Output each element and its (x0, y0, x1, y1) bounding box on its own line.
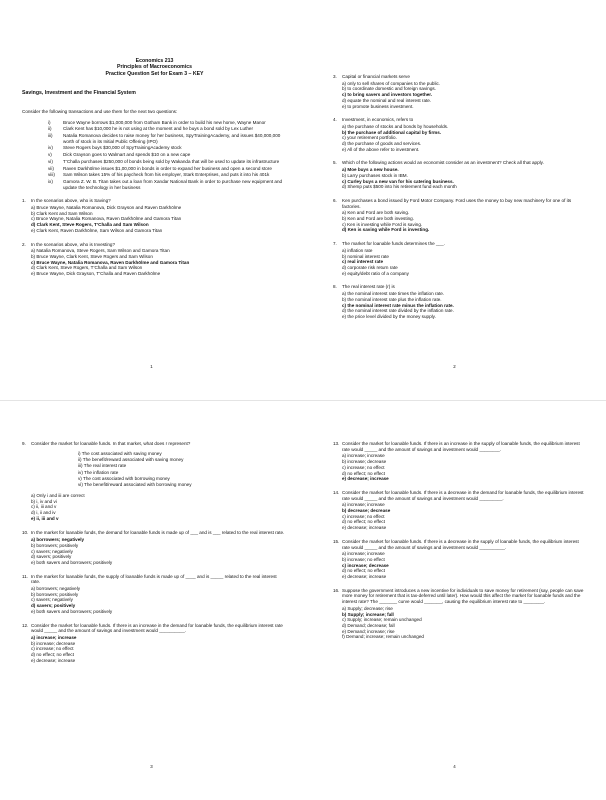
question-text: Consider the market for loanable funds. If there is a decrease in the demand for loanable funds, the equilibrium interest rate would _____ and the amount of savings and investment would _________. (342, 489, 584, 501)
transaction-list (48, 120, 287, 191)
answer-option: d) i, ii and iv (31, 510, 56, 515)
question-3 (333, 74, 580, 109)
roman-item: iii) The real interest rate (78, 463, 127, 469)
answer-option: e) both savers and borrowers; positively (31, 559, 113, 565)
question-11 (22, 574, 287, 615)
answer-option: c) your retirement portfolio. (342, 135, 397, 141)
question-number: 11. (22, 573, 29, 579)
question-text: Consider the market for loanable funds. If there is an increase in the demand for loanable funds, the equilibrium interest rate would _____ and the amount of savings and investment would __________. (31, 622, 283, 634)
answer-option: e) equity/debt ratio of a company (342, 270, 409, 276)
answer-option: b) Ken and Ford are both investing. (342, 216, 415, 222)
answer-option-correct: a) Moe buys a new house. (342, 167, 399, 173)
answer-option-correct: b) the purchase of additional capital by firms. (342, 129, 442, 135)
answer-options (342, 81, 580, 110)
question-number: 14. (333, 489, 340, 495)
answer-option-correct: e) decrease; increase (342, 476, 389, 482)
answer-option-correct: c) the nominal interest rate minus the inflation rate. (342, 302, 454, 308)
course-code: Economics 213 (135, 58, 174, 64)
transaction-item (48, 159, 287, 165)
answer-options (342, 124, 580, 153)
page-1 (0, 0, 303, 400)
answer-option: e) decrease; increase (342, 525, 387, 531)
question-12 (22, 623, 287, 664)
question-10 (22, 530, 287, 565)
answer-options (342, 291, 580, 320)
answer-option: d) no effect; no effect (342, 568, 385, 574)
answer-option: b) Clark Kent and Sam Wilson (31, 210, 93, 216)
transaction-marker: viii) (48, 172, 55, 178)
transaction-text: Raven Darkhölme issues $1,00,000 in bonds in order to expand her business and open a second store (63, 165, 272, 171)
question-text: The market for loanable funds determines the ___. (342, 241, 445, 247)
question-13 (333, 441, 584, 482)
question-number: 4. (333, 117, 337, 123)
question-stem (333, 539, 584, 550)
question-2 (22, 242, 287, 277)
transaction-text: Steve Rogers buys $30,000 of SpyTrainingAcademy stock (63, 145, 182, 151)
answer-options (31, 635, 287, 664)
question-stem (333, 241, 580, 247)
transaction-item (48, 152, 287, 158)
answer-option: d) no effect; no effect (342, 519, 385, 525)
answer-option: d) no effect; no effect (342, 470, 385, 476)
answer-option-correct: a) borrowers; negatively (31, 537, 85, 543)
answer-options (31, 537, 287, 566)
answer-options (31, 205, 287, 234)
answer-option: c) increase; no effect (342, 464, 385, 470)
answer-option: a) the nominal interest rate times the inflation rate. (342, 291, 445, 297)
answer-option: e) to promote business investment. (342, 103, 414, 109)
answer-option: b) borrowers; positively (31, 542, 79, 548)
roman-item: vi) The benefit/reward associated with borrowing money (78, 482, 192, 488)
answer-option: a) increase; increase (342, 453, 385, 459)
answer-options (342, 453, 584, 482)
question-6 (333, 198, 580, 233)
question-number: 15. (333, 538, 340, 544)
question-stem (333, 117, 580, 123)
answer-options (342, 502, 584, 531)
question-stem (22, 574, 287, 585)
answer-option: a) borrowers; negatively (31, 586, 81, 592)
transaction-text: Clark Kent has $10,000 he is not using at the moment and he buys a bond sold by Lex Luther (63, 126, 253, 132)
transaction-text: Natalia Romanova decides to raise money for her business, SpyTrainingAcademy, and issues $40,000,000 worth of stock in its Initial Public Offering (IPO) (63, 133, 281, 144)
answer-option: a) Only i and iii are correct (31, 492, 85, 498)
answer-option: a) increase; increase (342, 502, 385, 508)
question-group (22, 530, 287, 663)
question-stem (333, 74, 580, 80)
question-7 (333, 241, 580, 276)
answer-option: b) increase; decrease (342, 459, 387, 465)
question-number: 13. (333, 441, 340, 446)
intro-text: Consider the following transactions and use them for the next two questions: (22, 108, 178, 114)
answer-option: c) Bruce Wayne, Natalia Romanova, Raven Darkhölme and Gamora Titan (31, 216, 182, 222)
answer-option: e) decrease; increase (342, 574, 387, 580)
answer-option-correct: c) Curley buys a new van for his catering business. (342, 178, 454, 184)
transaction-marker: ix) (48, 178, 53, 184)
question-stem (333, 490, 584, 501)
answer-option-correct: b) Supply; increase; fall (342, 611, 394, 617)
answer-option: d) savers; positively (31, 554, 72, 560)
question-text: Which of the following actions would an economist consider as an investment? Check all that apply. (342, 160, 544, 166)
answer-options (31, 493, 287, 522)
question-text: Capital or financial markets serve (342, 74, 410, 79)
transaction-marker: ii) (48, 126, 52, 132)
page-number: 4 (453, 764, 456, 770)
answer-option: a) increase; increase (342, 551, 385, 557)
question-stem (333, 160, 580, 166)
question-text: Investment, in economics, refers to (342, 117, 414, 123)
answer-option: d) Clark Kent, Steve Rogers, T’Challa and Sam Wilson (31, 265, 143, 271)
question-number: 8. (333, 284, 337, 290)
question-stem (22, 242, 287, 248)
answer-options (342, 248, 580, 277)
page-3 (0, 400, 303, 800)
answer-option-correct: b) decrease; decrease (342, 508, 391, 514)
answer-option-correct: a) increase; increase (31, 634, 77, 640)
question-text: Consider the market for loanable funds. If there is a decrease in the supply of loanable funds, the equilibrium interest rate would _____ and the amount of savings and investment would __________. (342, 538, 579, 550)
roman-item: ii) The benefit/reward associated with saving money (78, 457, 184, 462)
transaction-item (48, 120, 287, 126)
question-text: Consider the market for loanable funds. If there is an increase in the supply of loanable funds, the equilibrium interest rate would _____ and the amount of savings and investment would ________. (342, 441, 580, 452)
question-text: In the market for loanable funds, the supply of loanable funds is made up of ____ and is _____ related to the real interest rate. (31, 573, 277, 585)
transaction-text: T’Challa purchases $250,000 of bonds being sold by Wakanda that will be used to update its infrastructure (63, 158, 280, 164)
roman-item: v) The cost associated with borrowing money (78, 475, 170, 481)
question-stem (333, 284, 580, 290)
page-2 (303, 0, 606, 400)
answer-option: d) equate the nominal and real interest rate. (342, 97, 432, 103)
transaction-item (48, 172, 287, 178)
question-stem (333, 198, 580, 209)
answer-option-correct: d) Clark Kent, Steve Rogers, T’Challa and Sam Wilson (31, 222, 149, 228)
answer-option: b) increase; decrease (31, 640, 76, 646)
answer-option: c) Supply; increase; remain unchanged (342, 617, 422, 623)
answer-option: d) Shemp puts $500 into his retirement fund each month (342, 184, 457, 190)
question-number: 1. (22, 198, 26, 204)
page-number: 1 (150, 364, 153, 370)
answer-options (342, 167, 580, 190)
answer-option: a) inflation rate (342, 247, 373, 253)
question-number: 12. (22, 622, 29, 628)
question-number: 10. (22, 530, 29, 536)
answer-option: e) Demand; increase; rise (342, 628, 395, 634)
question-8 (333, 284, 580, 319)
answer-option: e) both savers and borrowers; positively (31, 608, 113, 614)
question-stem (333, 588, 584, 605)
answer-option: a) the purchase of stocks and bonds by households. (342, 123, 449, 129)
transaction-item (48, 145, 287, 151)
answer-option: c) increase; no effect (31, 646, 74, 652)
transaction-text: Gamora Z. W. B. Titan takes out a loan from Xandar National Bank in order to purchase new equipment and update the technology in her business (63, 178, 283, 190)
course-name: Principles of Macroeconomics (117, 64, 192, 71)
answer-options (342, 210, 580, 233)
answer-option-correct: d) Ken is saving while Ford is investing. (342, 227, 430, 233)
question-9 (22, 441, 287, 521)
answer-option: a) only to sell shares of companies to the public. (342, 80, 441, 86)
question-number: 16. (333, 587, 340, 593)
question-text: Suppose the government introduces a new incentive for individuals to save money for retirement (say, people can save more money for retirement that is tax-deferred until later). How would this affect the market for loanable funds and the interest rate? The _______ curve would _______, causing the equilibrium interest rate to ________. (342, 587, 584, 605)
answer-options (31, 248, 287, 277)
transaction-item (48, 166, 287, 172)
transaction-item (48, 133, 287, 144)
answer-options (342, 606, 584, 640)
answer-option: a) Natalia Romanova, Steve Rogers, Sam Wilson and Gamora Titan (31, 248, 170, 254)
answer-option: e) decrease; increase (31, 657, 76, 663)
answer-option: a) Bruce Wayne, Natalia Romanova, Dick Grayson and Raven Darkhölme (31, 205, 182, 211)
answer-options (31, 586, 287, 615)
document-title (22, 58, 287, 77)
transaction-marker: vi) (48, 158, 53, 164)
answer-option: b) borrowers; positively (31, 591, 79, 597)
answer-option: d) corporate risk return rate (342, 264, 398, 270)
transaction-text: Bruce Wayne borrows $1,000,000 from Gotham Bank in order to build his new home, Wayne Manor (63, 119, 266, 125)
answer-option: b) the nominal interest rate plus the inflation rate. (342, 296, 442, 302)
question-text: The real interest rate (r) is (342, 284, 395, 290)
transaction-text: Sam Wilson takes 15% of his paycheck from his employer, Stark Enterprises, and puts it into his 401k (63, 172, 270, 178)
answer-option: c) savers; negatively (31, 548, 73, 554)
question-group (333, 441, 584, 640)
answer-option-correct: c) increase; decrease (342, 562, 389, 568)
question-number: 6. (333, 197, 337, 203)
answer-option: f) Demand; increase; remain unchanged (342, 634, 424, 640)
question-text: Ken purchases a bond issued by Ford Motor Company. Ford uses the money to buy new machinery for one of its factories. (342, 197, 572, 209)
question-stem (22, 623, 287, 634)
transaction-marker: i) (48, 119, 51, 125)
section-heading: Savings, Investment and the Financial System (22, 90, 136, 97)
question-group (22, 198, 287, 276)
answer-options (342, 551, 584, 580)
answer-option: d) the purchase of goods and services. (342, 141, 422, 147)
answer-option: b) i, iv and vi (31, 498, 57, 504)
answer-option-correct: e) ii, iii and v (31, 515, 59, 521)
answer-option: d) the nominal interest rate divided by the inflation rate. (342, 308, 454, 314)
answer-option: d) Demand; decrease; fall (342, 622, 395, 628)
answer-option: a) Supply; decrease; rise (342, 605, 393, 611)
question-text: In the scenarios above, who is Investing? (31, 241, 116, 247)
transaction-marker: iv) (48, 145, 53, 151)
roman-item: i) The cost associated with saving money (78, 450, 162, 456)
answer-option: b) Bruce Wayne, Clark Kent, Steve Rogers and Sam Wilson (31, 253, 153, 259)
question-stem (333, 441, 584, 452)
answer-option-correct: d) savers; positively (31, 603, 76, 609)
answer-option: c) increase; no effect (342, 513, 385, 519)
transaction-text: Dick Grayson goes to Walmart and spends $10 on a new cape (63, 152, 191, 158)
transaction-item (48, 126, 287, 132)
question-15 (333, 539, 584, 580)
question-text: In the market for loanable funds, the demand for loanable funds is made up of ___ and is ___ related to the real interest rate. (31, 530, 285, 536)
transaction-item (48, 179, 287, 190)
question-text: In the scenarios above, who is Saving? (31, 198, 111, 204)
question-stem (22, 441, 287, 447)
answer-option-correct: c) to bring savers and investors together. (342, 92, 433, 98)
question-16 (333, 588, 584, 640)
question-group (333, 74, 580, 320)
page-number: 3 (150, 764, 153, 770)
answer-option-correct: c) real interest rate (342, 259, 384, 265)
answer-option: e) Clark Kent, Raven Darkhölme, Sam Wilson and Gamora Titan (31, 227, 163, 233)
answer-option: e) Bruce Wayne, Dick Grayson, T’Challa and Raven Darkhölme (31, 271, 161, 277)
question-4 (333, 117, 580, 152)
answer-option: a) Ken and Ford are both saving. (342, 210, 410, 216)
answer-option: b) to coordinate domestic and foreign savings. (342, 86, 436, 92)
question-number: 5. (333, 160, 337, 166)
answer-option: e) the price level divided by the money supply. (342, 313, 436, 319)
question-stem (22, 198, 287, 204)
roman-list (78, 451, 287, 488)
answer-option: c) ii, iii and v (31, 504, 57, 510)
answer-option: b) Larry purchases stock in IBM. (342, 172, 408, 178)
answer-option: b) increase; no effect (342, 556, 385, 562)
question-stem (22, 530, 287, 536)
page-4 (303, 400, 606, 800)
transaction-marker: v) (48, 152, 52, 158)
question-14 (333, 490, 584, 531)
roman-item: iv) The inflation rate (78, 469, 119, 475)
question-number: 7. (333, 241, 337, 247)
question-1 (22, 198, 287, 233)
set-title: Practice Question Set for Exam 3 – KEY (105, 70, 204, 77)
transaction-marker: iii) (48, 133, 53, 139)
page-number: 2 (453, 364, 456, 370)
answer-option: c) Ken is investing while Ford is saving. (342, 221, 423, 227)
transaction-marker: vii) (48, 165, 54, 171)
question-number: 2. (22, 241, 26, 247)
answer-option: b) nominal interest rate (342, 253, 389, 259)
answer-option: d) no effect; no effect (31, 652, 74, 658)
question-text: Consider the market for loanable funds. In that market, what does r represent? (31, 441, 191, 446)
answer-option: e) All of the above refer to investment. (342, 146, 420, 152)
question-5 (333, 160, 580, 190)
question-number: 9. (22, 441, 26, 446)
answer-option: c) savers; negatively (31, 597, 73, 603)
answer-option-correct: c) Bruce Wayne, Natalia Romanova, Raven Darkhölme and Gamora Titan (31, 259, 190, 265)
question-number: 3. (333, 74, 337, 79)
